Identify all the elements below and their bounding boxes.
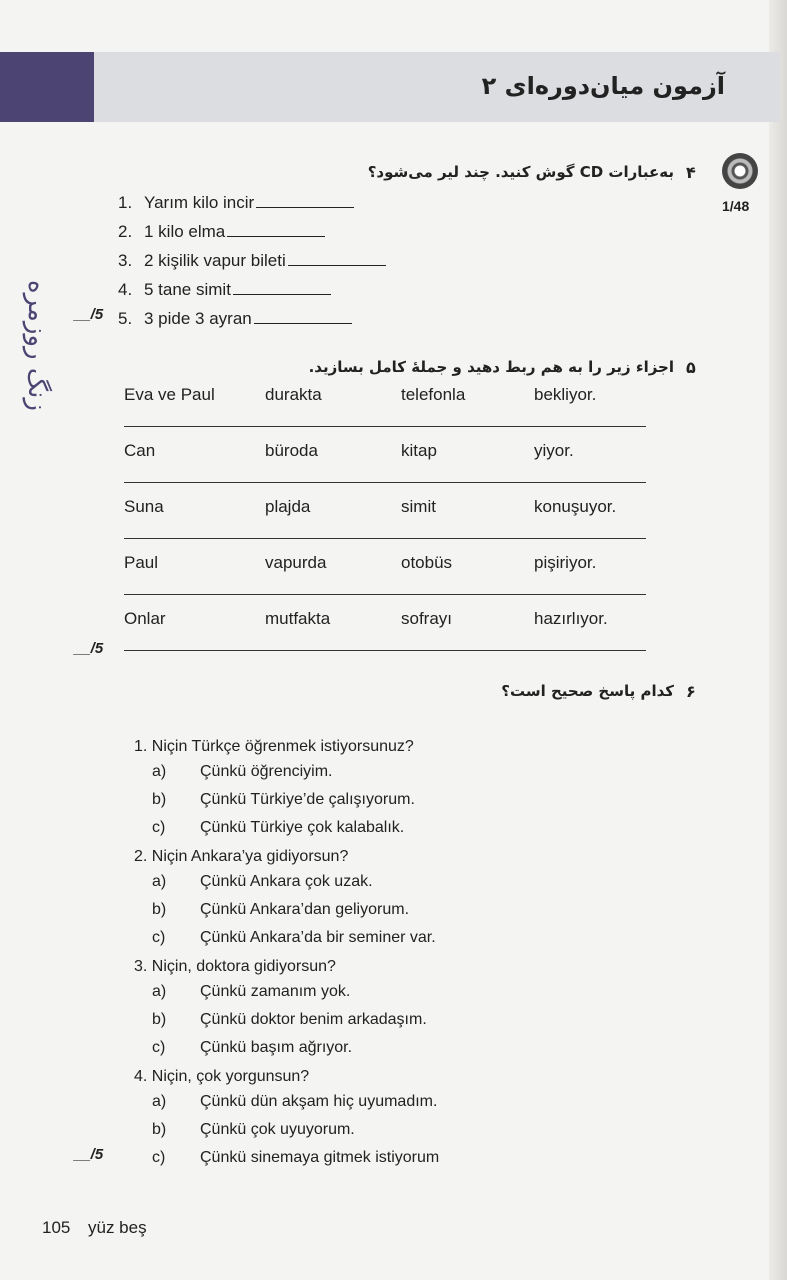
q6-number: ۶ bbox=[686, 682, 696, 701]
answer-blank[interactable] bbox=[254, 309, 352, 324]
q4-number: ۴ bbox=[686, 163, 696, 182]
answer-option[interactable]: c) Çünkü başım ağrıyor. bbox=[152, 1039, 353, 1056]
answer-option[interactable]: b) Çünkü doktor benim arkadaşım. bbox=[152, 1011, 427, 1028]
list-item: 3. 2 kişilik vapur bileti bbox=[118, 246, 386, 275]
table-row: Onlar mutfakta sofrayı hazırlıyor. bbox=[124, 606, 646, 662]
answer-option[interactable]: c) Çünkü Ankara’da bir seminer var. bbox=[152, 929, 436, 946]
question-title: 4. Niçin, çok yorgunsun? bbox=[134, 1068, 310, 1085]
answer-option[interactable]: b) Çünkü Türkiye’de çalışıyorum. bbox=[152, 791, 415, 808]
q5-number: ۵ bbox=[686, 358, 696, 377]
side-label: زنگ روزمره bbox=[22, 280, 52, 411]
header-accent-tab bbox=[0, 52, 94, 122]
answer-option[interactable]: c) Çünkü Türkiye çok kalabalık. bbox=[152, 819, 405, 836]
table-row: Suna plajda simit konuşuyor. bbox=[124, 494, 646, 550]
answer-option[interactable]: a) Çünkü zamanım yok. bbox=[152, 983, 351, 1000]
page-edge bbox=[769, 0, 787, 1280]
page-number-words: yüz beş bbox=[88, 1218, 147, 1237]
quiz-question bbox=[134, 736, 439, 842]
answer-option[interactable]: b) Çünkü Ankara’dan geliyorum. bbox=[152, 901, 410, 918]
quiz-question bbox=[134, 1066, 439, 1172]
answer-option[interactable]: a) Çünkü dün akşam hiç uyumadım. bbox=[152, 1093, 438, 1110]
answer-line[interactable] bbox=[124, 650, 646, 651]
quiz-question bbox=[134, 846, 439, 952]
answer-line[interactable] bbox=[124, 482, 646, 483]
answer-line[interactable] bbox=[124, 538, 646, 539]
answer-blank[interactable] bbox=[256, 193, 354, 208]
matching-grid bbox=[124, 382, 646, 662]
audio-track-number: 1/48 bbox=[722, 198, 750, 214]
q4-instruction: به‌عبارات CD گوش کنید. چند لیر می‌شود؟ bbox=[367, 163, 674, 181]
answer-option[interactable]: c) Çünkü sinemaya gitmek istiyorum bbox=[152, 1149, 440, 1166]
q6-score: __/5 bbox=[74, 1146, 104, 1163]
q4-score: __/5 bbox=[74, 306, 104, 323]
question-title: 1. Niçin Türkçe öğrenmek istiyorsunuz? bbox=[134, 738, 414, 755]
answer-option[interactable]: b) Çünkü çok uyuyorum. bbox=[152, 1121, 355, 1138]
table-row: Can büroda kitap yiyor. bbox=[124, 438, 646, 494]
q6-instruction: کدام پاسخ صحیح است؟ bbox=[501, 682, 674, 700]
quiz-question bbox=[134, 956, 439, 1062]
answer-option[interactable]: a) Çünkü öğrenciyim. bbox=[152, 763, 333, 780]
table-row: Eva ve Paul durakta telefonla bekliyor. bbox=[124, 382, 646, 438]
answer-line[interactable] bbox=[124, 426, 646, 427]
q5-instruction: اجزاء زیر را به هم ربط دهید و جملهٔ کامل بسازید. bbox=[308, 358, 674, 376]
table-row: Paul vapurda otobüs pişiriyor. bbox=[124, 550, 646, 606]
list-item: 5. 3 pide 3 ayran bbox=[118, 304, 386, 333]
q5-score: __/5 bbox=[74, 640, 104, 657]
answer-option[interactable]: a) Çünkü Ankara çok uzak. bbox=[152, 873, 373, 890]
page-number: 105 bbox=[42, 1218, 71, 1237]
answer-blank[interactable] bbox=[227, 222, 325, 237]
list-item: 2. 1 kilo elma bbox=[118, 217, 386, 246]
q4-list bbox=[118, 188, 386, 333]
answer-line[interactable] bbox=[124, 594, 646, 595]
question-title: 3. Niçin, doktora gidiyorsun? bbox=[134, 958, 336, 975]
cd-icon bbox=[722, 153, 758, 189]
list-item: 1. Yarım kilo incir bbox=[118, 188, 386, 217]
page-title: آزمون میان‌دوره‌ای ۲ bbox=[481, 72, 725, 100]
list-item: 4. 5 tane simit bbox=[118, 275, 386, 304]
q6-quiz bbox=[134, 736, 439, 1176]
answer-blank[interactable] bbox=[233, 280, 331, 295]
answer-blank[interactable] bbox=[288, 251, 386, 266]
question-title: 2. Niçin Ankara’ya gidiyorsun? bbox=[134, 848, 349, 865]
